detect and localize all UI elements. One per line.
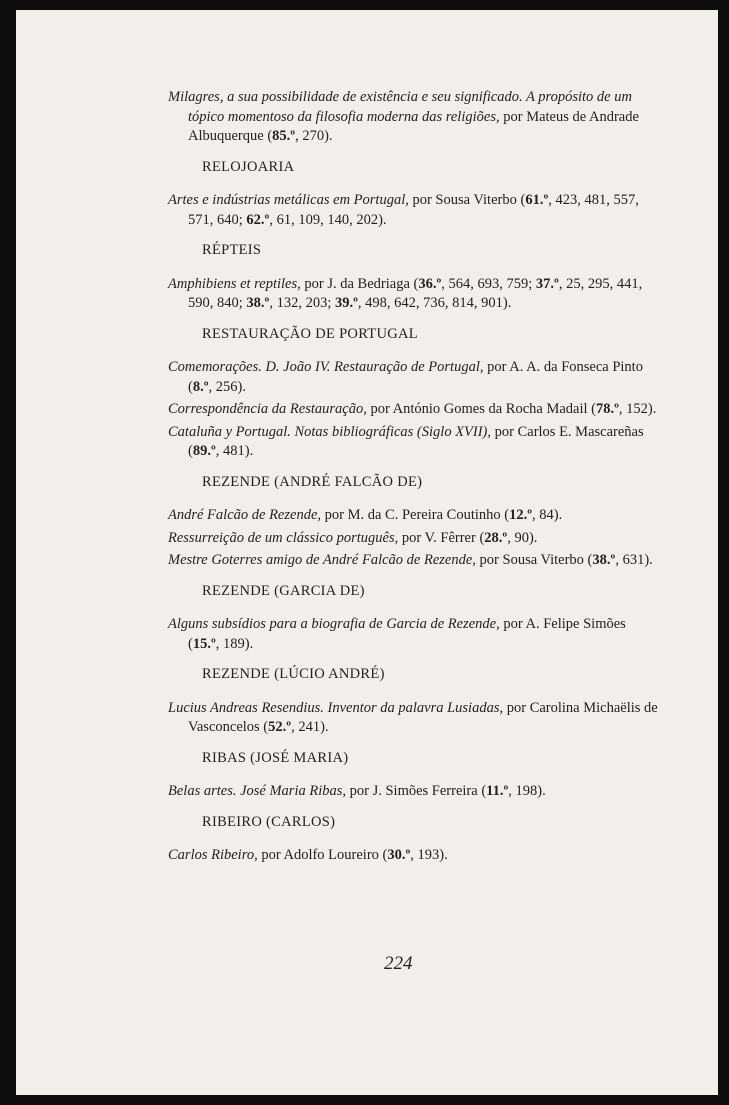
entry-volume: 89.º <box>192 443 216 459</box>
entry-author: por Carolina Michaëlis de Vasconcelos ( <box>188 699 658 735</box>
entry-author: por António Gomes da Rocha Madail ( <box>366 401 596 417</box>
entry-author: por Mateus de Andrade Albuquerque ( <box>188 108 639 144</box>
entry-pages: , 256). <box>208 378 246 395</box>
entry-volume: 39.º <box>334 295 358 311</box>
entry-pages: , 132, 203; <box>269 295 335 311</box>
entry-volume: 85.º <box>272 128 296 144</box>
entry-pages: , 84). <box>532 507 563 523</box>
index-entry <box>168 88 658 147</box>
section-heading: RESTAURAÇÃO DE PORTUGAL <box>202 325 418 342</box>
entry-pages: , 631). <box>615 552 653 568</box>
section-heading: RELOJOARIA <box>202 158 295 175</box>
entry-author: por Sousa Viterbo ( <box>408 192 526 208</box>
entry-title: Ressurreição de um clássico português, <box>168 529 399 546</box>
index-entry <box>168 275 658 314</box>
entry-pages: , 423, 481, 557, 571, 640; <box>188 192 639 228</box>
index-entry <box>168 191 658 230</box>
index-entry <box>168 400 658 420</box>
entry-volume: 11.º <box>486 783 509 799</box>
entry-author: por Carlos E. Mascareñas ( <box>188 423 644 459</box>
entry-author: por A. Felipe Simões ( <box>188 616 626 652</box>
index-entry <box>168 506 658 526</box>
index-content <box>168 88 658 867</box>
entry-pages: , 152). <box>618 401 657 417</box>
entry-volume: 38.º <box>592 552 616 568</box>
index-entry <box>168 529 658 549</box>
entry-pages: , 189). <box>215 635 254 652</box>
entry-pages: , 193). <box>410 847 448 863</box>
entry-author: por A. A. da Fonseca Pinto ( <box>188 359 643 395</box>
entry-title: Artes e indústrias metálicas em Portugal, <box>168 192 409 208</box>
entry-pages: , 90). <box>507 529 538 546</box>
entry-title: Mestre Goterres amigo de André Falcão de Rezende, <box>168 552 476 568</box>
entry-title: Milagres, a sua possibilidade de existência e seu significado. A propósito de um tópico momentoso da filosofia moderna das religiões, <box>168 89 632 125</box>
entry-title: Cataluña y Portugal. Notas bibliográficas (Siglo XVII), <box>168 423 492 440</box>
entry-volume: 61.º <box>525 192 549 208</box>
index-entry <box>168 423 658 462</box>
entry-volume: 38.º <box>246 295 270 311</box>
entry-author: por J. da Bedriaga ( <box>300 275 419 292</box>
entry-title: André Falcão de Rezende, <box>168 507 322 523</box>
entry-author: por V. Fêrrer ( <box>398 529 485 546</box>
entry-title: Alguns subsídios para a biografia de Garcia de Rezende, <box>168 616 500 632</box>
entry-title: Carlos Ribeiro, <box>168 847 258 863</box>
entry-pages: , 241). <box>291 719 329 735</box>
entry-title: Amphibiens et reptiles, <box>168 275 301 292</box>
entry-volume: 8.º <box>192 378 209 395</box>
entry-volume: 52.º <box>268 719 292 735</box>
entry-volume: 15.º <box>192 635 216 652</box>
index-entry <box>168 699 658 738</box>
section-heading: RIBEIRO (CARLOS) <box>202 813 336 830</box>
entry-author: por Sousa Viterbo ( <box>475 552 593 568</box>
entry-volume: 30.º <box>387 847 411 863</box>
section-heading: RÉPTEIS <box>202 242 262 258</box>
index-entry <box>168 358 658 397</box>
section-heading: RIBAS (JOSÉ MARIA) <box>202 749 349 766</box>
entry-volume: 37.º <box>535 275 559 292</box>
entry-volume: 62.º <box>246 211 270 228</box>
entry-author: por Adolfo Loureiro ( <box>257 847 388 863</box>
entry-title: Comemorações. D. João IV. Restauração de Portugal, <box>168 359 484 375</box>
entry-pages: , 61, 109, 140, 202). <box>269 211 387 228</box>
page-number: 224 <box>384 953 413 974</box>
entry-pages: , 198). <box>508 783 546 799</box>
entry-author: por J. Simões Ferreira ( <box>346 783 487 799</box>
entry-pages: , 564, 693, 759; <box>441 275 536 292</box>
entry-title: Lucius Andreas Resendius. Inventor da palavra Lusiadas, <box>168 699 504 716</box>
index-entry <box>168 615 658 654</box>
section-heading: REZENDE (ANDRÉ FALCÃO DE) <box>202 473 423 490</box>
entry-volume: 36.º <box>418 275 442 292</box>
entry-volume: 12.º <box>509 507 533 523</box>
section-heading: REZENDE (LÚCIO ANDRÉ) <box>202 666 385 682</box>
entry-volume: 78.º <box>595 401 619 417</box>
index-entry <box>168 782 658 802</box>
entry-title: Belas artes. José Maria Ribas, <box>168 783 347 799</box>
entry-pages: , 481). <box>215 443 254 459</box>
page <box>16 10 718 1095</box>
index-entry <box>168 846 658 866</box>
entry-pages: , 498, 642, 736, 814, 901). <box>357 295 512 311</box>
entry-title: Correspondência da Restauração, <box>168 401 367 417</box>
section-heading: REZENDE (GARCIA DE) <box>202 582 365 599</box>
entry-author: por M. da C. Pereira Coutinho ( <box>321 507 510 523</box>
entry-volume: 28.º <box>484 529 508 546</box>
index-entry <box>168 551 658 571</box>
entry-pages: , 270). <box>295 128 333 144</box>
entry-pages: , 25, 295, 441, 590, 840; <box>188 275 643 311</box>
